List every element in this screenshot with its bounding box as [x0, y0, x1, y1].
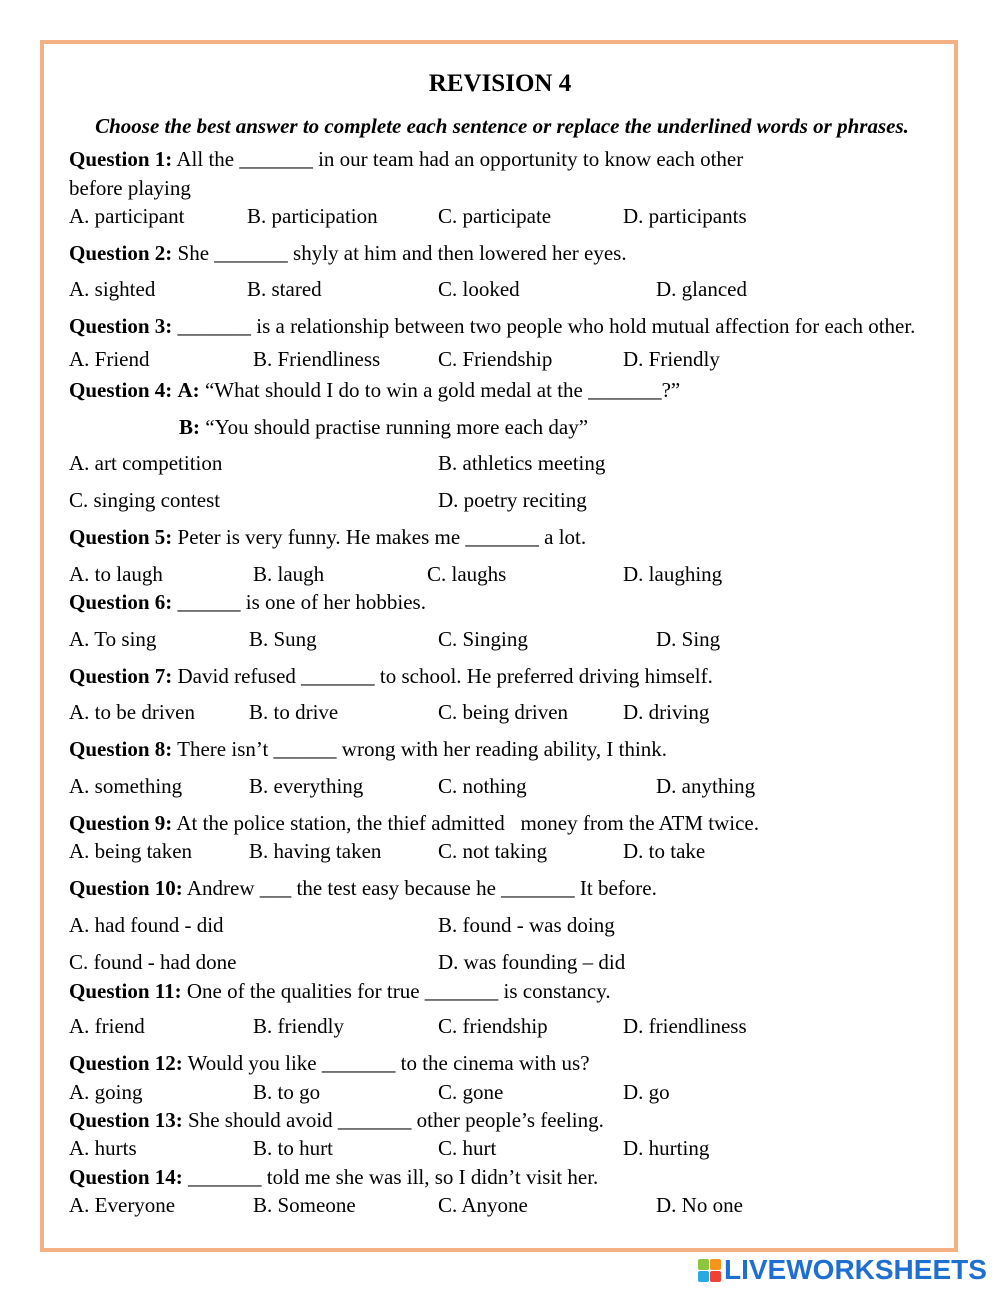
question-text: There isn’t ______ wrong with her reading ability, I think.	[177, 737, 668, 761]
question-text: Andrew ___ the test easy because he _______ It before.	[186, 876, 657, 900]
question-9-prompt	[69, 811, 759, 835]
option-b: B. Friendliness	[253, 347, 381, 371]
option-c: C. being driven	[438, 700, 569, 724]
logo-tile-icon	[710, 1271, 721, 1282]
option-b: B. found - was doing	[438, 913, 615, 937]
worksheet-title: REVISION 4	[428, 70, 572, 97]
option-d: D. glanced	[656, 277, 747, 301]
question-label: Question 11:	[69, 979, 182, 1003]
option-a: A. being taken	[69, 839, 193, 863]
option-d: D. go	[623, 1080, 670, 1104]
option-c: C. found - had done	[69, 950, 237, 974]
question-13-prompt	[69, 1108, 604, 1132]
option-a: A. sighted	[69, 277, 156, 301]
question-11-prompt	[69, 979, 611, 1003]
option-a: A. Friend	[69, 347, 150, 371]
question-label: Question 2:	[69, 241, 173, 265]
option-b: B. Someone	[253, 1193, 356, 1217]
option-c: C. Friendship	[438, 347, 553, 371]
question-12-prompt	[69, 1051, 590, 1075]
option-c: C. participate	[438, 204, 552, 228]
option-a: A. participant	[69, 204, 185, 228]
question-label: Question 10:	[69, 876, 183, 900]
option-d: D. to take	[623, 839, 706, 863]
question-label: Question 7:	[69, 664, 173, 688]
option-a: A. something	[69, 774, 183, 798]
option-d: D. laughing	[623, 562, 723, 586]
question-2-prompt	[69, 241, 627, 265]
option-c: C. friendship	[438, 1014, 548, 1038]
option-a: A. friend	[69, 1014, 145, 1038]
option-b: B. laugh	[253, 562, 325, 586]
question-text: David refused _______ to school. He preferred driving himself.	[177, 664, 713, 688]
question-text: ______ is one of her hobbies.	[177, 590, 426, 614]
question-text: At the police station, the thief admitted money from the ATM twice.	[176, 811, 759, 835]
question-label: Question 1:	[69, 147, 173, 171]
option-c: C. gone	[438, 1080, 504, 1104]
option-a: A. to be driven	[69, 700, 195, 724]
question-label: Question 6:	[69, 590, 173, 614]
option-d: D. friendliness	[623, 1014, 747, 1038]
question-label: Question 9:	[69, 811, 173, 835]
question-label: Question 3:	[69, 314, 173, 338]
question-text: _______ is a relationship between two people who hold mutual affection for each other.	[177, 314, 916, 338]
option-a: A. hurts	[69, 1136, 137, 1160]
option-c: C. Anyone	[438, 1193, 528, 1217]
option-b: B. everything	[249, 774, 364, 798]
question-5-prompt	[69, 525, 586, 549]
option-c: C. Singing	[438, 627, 528, 651]
question-4-reply	[179, 415, 588, 439]
option-b: B. friendly	[253, 1014, 344, 1038]
reply-text: “You should practise running more each day”	[205, 415, 589, 439]
option-b: B. Sung	[249, 627, 317, 651]
option-b: B. participation	[247, 204, 378, 228]
question-text: One of the qualities for true _______ is constancy.	[186, 979, 611, 1003]
question-4-prompt	[69, 378, 680, 402]
speaker-a-label: A:	[177, 378, 200, 402]
option-d: D. participants	[623, 204, 747, 228]
option-c: C. looked	[438, 277, 520, 301]
option-a: A. To sing	[69, 627, 157, 651]
option-b: B. stared	[247, 277, 322, 301]
option-d: D. hurting	[623, 1136, 710, 1160]
question-text: “What should I do to win a gold medal at the _______?”	[204, 378, 681, 402]
option-c: C. singing contest	[69, 488, 221, 512]
question-label: Question 12:	[69, 1051, 183, 1075]
question-3-prompt	[69, 314, 915, 338]
question-text: Peter is very funny. He makes me _______ a lot.	[177, 525, 587, 549]
question-1-prompt	[69, 147, 743, 171]
logo-tile-icon	[710, 1259, 721, 1270]
option-c: C. hurt	[438, 1136, 497, 1160]
option-b: B. to go	[253, 1080, 321, 1104]
option-d: D. driving	[623, 700, 710, 724]
option-a: A. art competition	[69, 451, 223, 475]
question-text: Would you like _______ to the cinema with us?	[187, 1051, 590, 1075]
instructions: Choose the best answer to complete each sentence or replace the underlined words or phrases.	[95, 114, 909, 138]
option-b: B. having taken	[249, 839, 382, 863]
question-14-prompt	[69, 1165, 598, 1189]
option-a: A. had found - did	[69, 913, 224, 937]
option-a: A. Everyone	[69, 1193, 176, 1217]
option-a: A. to laugh	[69, 562, 163, 586]
question-label: Question 4:	[69, 378, 173, 402]
option-b: B. to drive	[249, 700, 339, 724]
option-d: D. was founding – did	[438, 950, 626, 974]
question-7-prompt	[69, 664, 713, 688]
option-a: A. going	[69, 1080, 143, 1104]
question-text: All the _______ in our team had an opportunity to know each other	[176, 147, 744, 171]
liveworksheets-logo-icon	[698, 1259, 721, 1282]
option-d: D. poetry reciting	[438, 488, 587, 512]
logo-tile-icon	[698, 1271, 709, 1282]
question-text: She should avoid _______ other people’s feeling.	[188, 1108, 604, 1132]
question-10-prompt	[69, 876, 657, 900]
question-8-prompt	[69, 737, 667, 761]
question-1-prompt-continued: before playing	[69, 176, 191, 200]
question-label: Question 8:	[69, 737, 173, 761]
option-c: C. not taking	[438, 839, 548, 863]
option-d: D. Sing	[656, 627, 721, 651]
option-b: B. to hurt	[253, 1136, 333, 1160]
option-d: D. No one	[656, 1193, 743, 1217]
question-6-prompt	[69, 590, 426, 614]
question-label: Question 13:	[69, 1108, 183, 1132]
option-c: C. laughs	[427, 562, 507, 586]
question-text: She _______ shyly at him and then lowered her eyes.	[177, 241, 627, 265]
liveworksheets-logo-text: LIVEWORKSHEETS	[724, 1254, 987, 1285]
option-b: B. athletics meeting	[438, 451, 606, 475]
speaker-b-label: B:	[179, 415, 200, 439]
option-d: D. anything	[656, 774, 756, 798]
question-text: _______ told me she was ill, so I didn’t visit her.	[188, 1165, 599, 1189]
question-label: Question 14:	[69, 1165, 183, 1189]
question-label: Question 5:	[69, 525, 173, 549]
option-d: D. Friendly	[623, 347, 720, 371]
logo-tile-icon	[698, 1259, 709, 1270]
option-c: C. nothing	[438, 774, 527, 798]
